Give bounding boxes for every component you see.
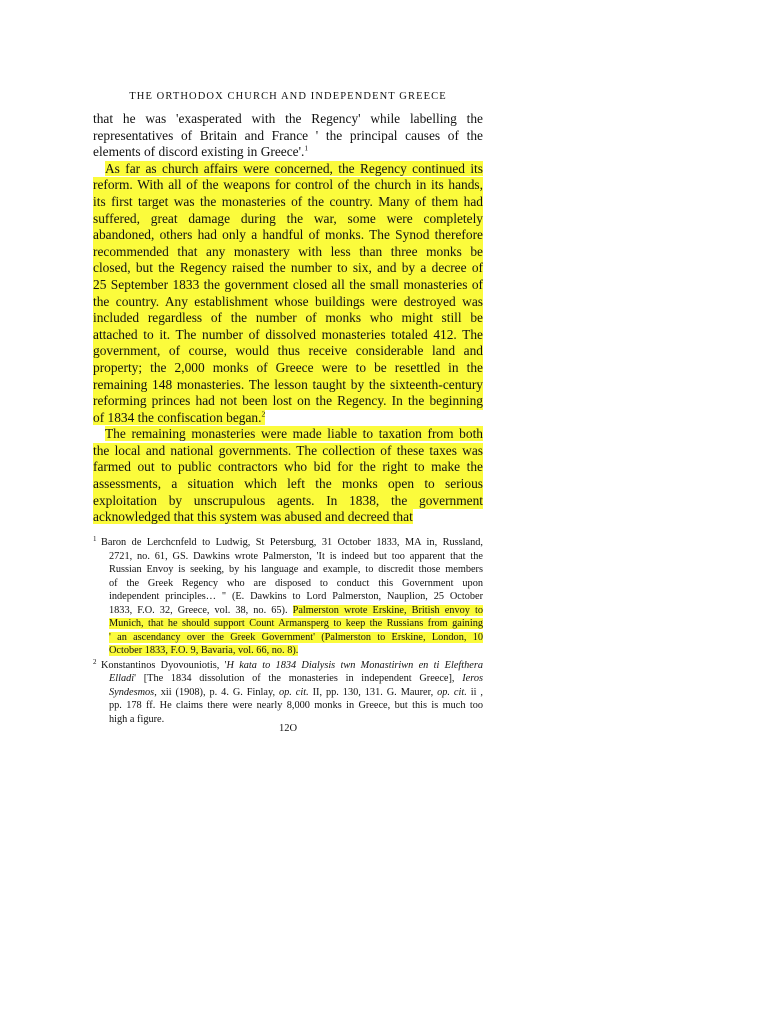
footnote-text: , xii (1908), p. 4. G. Finlay, bbox=[154, 686, 279, 698]
highlighted-text-line: the local and national governments. The collection of these taxes was bbox=[93, 442, 483, 458]
highlighted-text-line: abandoned, others had only a handful of monks. The Synod therefore bbox=[93, 227, 483, 243]
footnote-line bbox=[101, 617, 483, 631]
highlighted-text-line: remaining 148 monasteries. The lesson taught by the sixteenth-century bbox=[93, 376, 483, 392]
footnote-line: Russian Envoy is seeking, by his language and example, to discredit those members bbox=[109, 564, 483, 575]
footnote-line bbox=[101, 604, 483, 618]
footnote-ref-2[interactable]: 2 bbox=[261, 409, 266, 419]
highlighted-text-line: its first target was the monasteries of the country. Many of them had bbox=[93, 193, 483, 209]
highlighted-text-line: 25 September 1833 the government closed all the small monasteries of bbox=[93, 276, 483, 292]
footnote-italic-title: Elladi bbox=[109, 673, 135, 684]
footnote-line: Baron de Lerchcnfeld to Ludwig, St Petersburg, 31 October 1833, MA in, Russland, bbox=[101, 537, 483, 548]
paragraph-2-highlighted bbox=[93, 161, 483, 427]
highlighted-footnote-text: Palmerston wrote Erskine, British envoy to bbox=[292, 604, 483, 616]
footnote-mark: 2 bbox=[93, 657, 97, 666]
footnote-line: high a figure. bbox=[109, 713, 165, 725]
footnotes bbox=[93, 536, 483, 727]
highlighted-text-line: property; the 2,000 monks of Greece were to be resettled in the bbox=[93, 359, 483, 375]
highlighted-text-line: reforming princes had not been lost on the Regency. In the beginning bbox=[93, 393, 483, 409]
highlighted-text-line: government, of course, would thus receive considerable land and bbox=[93, 343, 483, 359]
highlighted-footnote-text: ' an ascendancy over the Greek Government' (Palmerston to Erskine, London, 10 bbox=[109, 631, 483, 643]
footnote-line bbox=[101, 672, 483, 686]
highlighted-text-line: recommended that any monastery with less than three monks be bbox=[93, 243, 483, 259]
footnote-text: Konstantinos Dyovouniotis, ' bbox=[101, 659, 227, 671]
text-line bbox=[93, 144, 483, 161]
footnote-line bbox=[101, 644, 483, 658]
footnote-italic-opcit: op. cit. bbox=[278, 686, 309, 698]
highlighted-text-line: the country. Any establishment whose buildings were destroyed was bbox=[93, 293, 483, 309]
highlighted-text-line: reform. With all of the weapons for control of the church in its hands, bbox=[93, 177, 483, 193]
highlighted-text: The remaining monasteries were made liable to taxation from both bbox=[105, 426, 483, 442]
highlighted-text-line: farmed out to public contractors who bid for the right to make the bbox=[93, 459, 483, 475]
highlighted-text-line: exploitation by unscrupulous agents. In 1838, the government bbox=[93, 492, 483, 508]
running-head: THE ORTHODOX CHURCH AND INDEPENDENT GREECE bbox=[129, 91, 447, 102]
footnote-line bbox=[101, 686, 483, 700]
footnote-line: independent principles… " (E. Dawkins to Lord Palmerston, Nauplion, 25 October bbox=[109, 591, 483, 602]
highlighted-text: acknowledged that this system was abused and decreed that bbox=[93, 509, 413, 525]
footnote-line: pp. 178 ff. He claims there were nearly 8,000 monks in Greece, but this is much too bbox=[109, 700, 483, 711]
paragraph-1 bbox=[93, 111, 483, 161]
text-line-content: elements of discord existing in Greece'. bbox=[93, 144, 305, 160]
footnote-line bbox=[101, 659, 483, 673]
footnote-text: ii , bbox=[466, 686, 483, 698]
text-line bbox=[93, 410, 483, 427]
main-text bbox=[93, 111, 483, 526]
page-number: 12O bbox=[278, 723, 298, 734]
text-line bbox=[93, 509, 483, 526]
footnote-line: 2721, no. 61, GS. Dawkins wrote Palmerston, 'It is indeed but too apparent that the bbox=[109, 550, 483, 562]
footnote-text: 1833, F.O. 32, Greece, vol. 38, no. 65). bbox=[109, 604, 288, 616]
footnote-line bbox=[101, 631, 483, 645]
footnote-mark: 1 bbox=[93, 535, 97, 543]
highlighted-text-line: assessments, a situation which left the monks open to serious bbox=[93, 476, 483, 492]
highlighted-text-content: of 1834 the confiscation began. bbox=[93, 409, 262, 425]
text-line: representatives of Britain and France ' the principal causes of the bbox=[93, 127, 483, 143]
highlighted-footnote-text: October 1833, F.O. 9, Bavaria, vol. 66, no. 8). bbox=[109, 645, 299, 656]
footnote-italic-journal: Ieros bbox=[462, 673, 483, 684]
highlighted-text: As far as church affairs were concerned, the Regency continued its bbox=[105, 160, 483, 176]
highlighted-footnote-text: Munich, that he should support Count Armansperg to keep the Russians from gaining bbox=[109, 618, 483, 629]
footnote-line: of the Greek Regency who are disposed to conduct this Government upon bbox=[109, 577, 483, 589]
highlighted-text bbox=[93, 410, 265, 425]
footnote-text: II, pp. 130, 131. G. Maurer, bbox=[308, 686, 438, 698]
highlighted-text-line: suffered, great damage during the war, some were completely bbox=[93, 210, 483, 226]
footnote-2 bbox=[93, 659, 483, 727]
text-line: that he was 'exasperated with the Regency' while labelling the bbox=[93, 111, 483, 126]
highlighted-text-line: closed, but the Regency raised the number to six, and by a decree of bbox=[93, 260, 483, 276]
paragraph-3-highlighted bbox=[93, 426, 483, 526]
highlighted-text-line: included regardless of the number of monks who might still be bbox=[93, 310, 483, 326]
footnote-ref-1[interactable]: 1 bbox=[304, 143, 309, 153]
text-line bbox=[93, 426, 483, 443]
text-line bbox=[93, 161, 483, 178]
footnote-italic-title: H kata to 1834 Dialysis twn Monastiriwn en ti Elefthera bbox=[226, 659, 483, 671]
footnote-italic-opcit: op. cit. bbox=[437, 686, 467, 698]
footnote-text: ' [The 1834 dissolution of the monasteries in independent Greece], bbox=[134, 673, 463, 684]
footnote-italic-journal: Syndesmos bbox=[109, 686, 155, 698]
highlighted-text-line: attached to it. The number of dissolved monasteries totaled 412. The bbox=[93, 326, 483, 342]
footnote-1 bbox=[93, 536, 483, 658]
